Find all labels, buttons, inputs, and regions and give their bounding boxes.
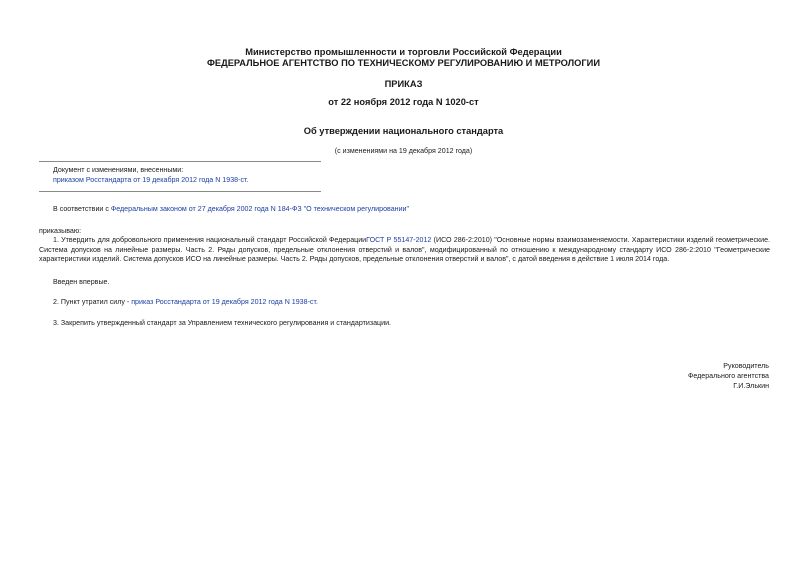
introduced-note: Введен впервые.	[53, 278, 110, 286]
item-1-prefix: 1. Утвердить для добровольного применения национальный стандарт Российской Федерации	[53, 236, 367, 244]
doc-type: ПРИКАЗ	[384, 79, 423, 89]
signature-block	[688, 361, 769, 391]
doc-subject: Об утверждении национального стандарта	[303, 126, 504, 136]
signature-name: Г.И.Элькин	[733, 382, 769, 390]
signature-org: Федерального агентства	[687, 372, 769, 380]
preamble-prefix: В соответствии с	[53, 205, 111, 213]
changes-top-rule	[39, 161, 321, 162]
item-3: 3. Закрепить утвержденный стандарт за Управлением технического регулирования и стандартизации.	[53, 319, 392, 327]
federal-law-link[interactable]: Федеральным законом от 27 декабря 2002 года N 184-ФЗ "О техническом регулировании"	[110, 205, 410, 213]
gost-link[interactable]: ГОСТ Р 55147-2012	[366, 236, 432, 244]
item-1	[39, 236, 770, 265]
changes-bottom-rule	[39, 191, 321, 192]
changes-link[interactable]: приказом Росстандарта от 19 декабря 2012 года N 1938-ст.	[53, 176, 249, 184]
ministry-title: Министерство промышленности и торговли Российской Федерации	[245, 47, 562, 57]
order-word: приказываю:	[39, 227, 82, 235]
item-2	[53, 298, 318, 306]
preamble	[53, 205, 409, 213]
doc-date-number: от 22 ноября 2012 года N 1020-ст	[328, 97, 479, 107]
signature-position: Руководитель	[723, 362, 769, 370]
item-2-link[interactable]: приказ Росстандарта от 19 декабря 2012 года N 1938-ст.	[131, 298, 318, 306]
item-2-prefix: 2. Пункт утратил силу -	[53, 298, 132, 306]
item-1-suffix: (ИСО 286-2:2010) "Основные нормы взаимозаменяемости. Характеристики изделий геометрические. Система допусков на линейные размеры. Часть 2. Ряды допусков, предельные отклонения отверстий и валов", модифицированный по отношению к международному стандарту ИСО 286-2:2010 "Геометрические характеристики изделий. Система допусков ИСО на линейные размеры. Часть 2. Ряды допусков, предельные отклонения отверстий и валов", с датой введения в действие 1 июля 2014 года.	[39, 236, 770, 263]
agency-title: ФЕДЕРАЛЬНОЕ АГЕНТСТВО ПО ТЕХНИЧЕСКОМУ РЕГУЛИРОВАНИЮ И МЕТРОЛОГИИ	[206, 58, 601, 68]
changes-link-wrap	[53, 176, 248, 184]
revision-note: (с изменениями на 19 декабря 2012 года)	[334, 147, 473, 155]
changes-label: Документ с изменениями, внесенными:	[53, 166, 184, 174]
